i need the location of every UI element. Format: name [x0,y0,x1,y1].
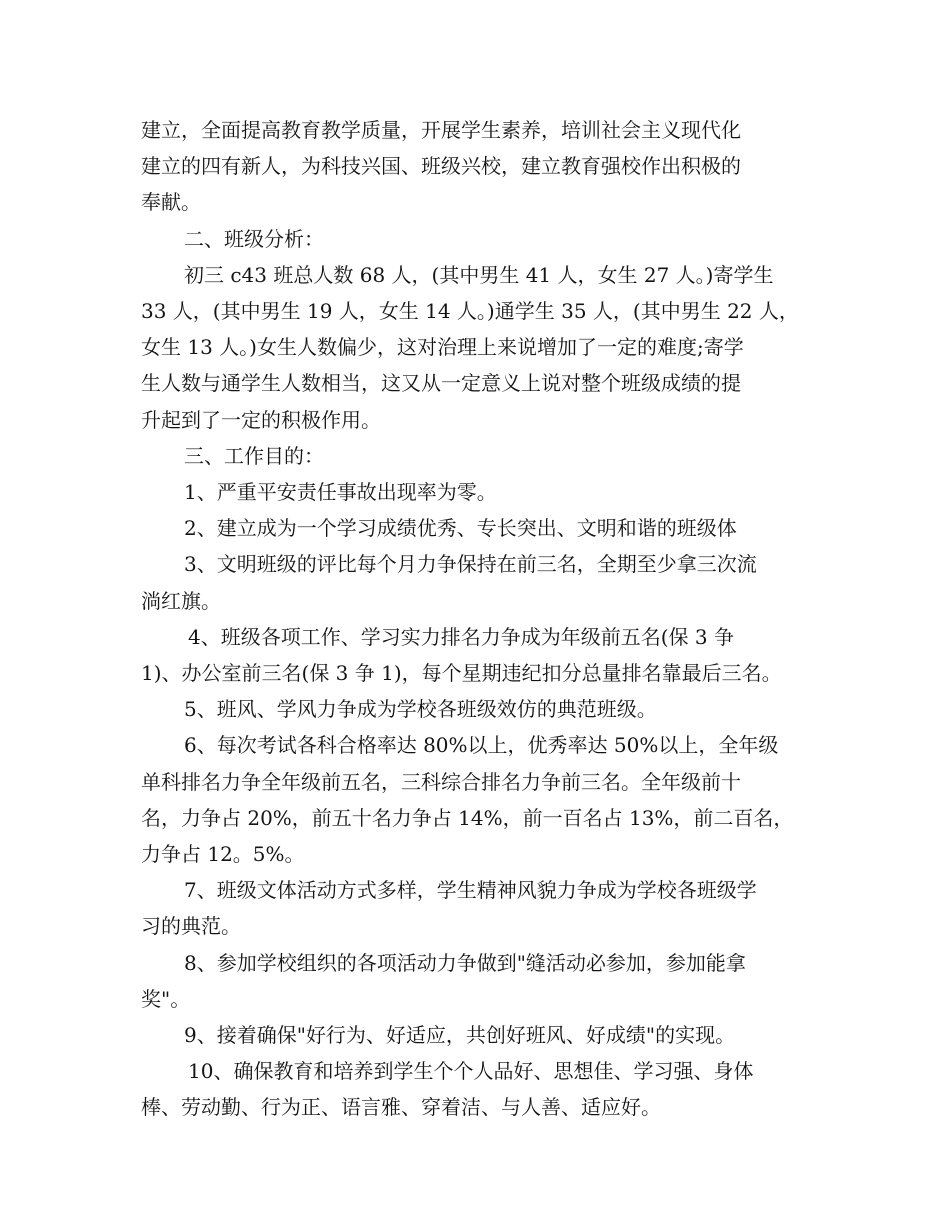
paragraph-p1 [141,112,821,221]
text-line: 8、参加学校组织的各项活动力争做到"缝活动必参加，参加能拿 [184,950,746,975]
text-line: 女生 13 人。)女生人数偏少，这对治理上来说增加了一定的难度;寄学 [141,335,744,360]
text-line: 9、接着确保"好行为、好适应，共创好班风、好成绩"的实现。 [184,1023,736,1048]
text-line: 4、班级各项工作、学习实力排名力争成为年级前五名(保 3 争 [188,624,734,649]
text-line: 力争占 12。5%。 [141,842,305,867]
document-body [141,112,821,1126]
text-line: 习的典范。 [141,914,241,939]
text-line: 10、确保教育和培养到学生个个人品好、思想佳、学习强、身体 [188,1059,754,1084]
text-line: 生人数与通学生人数相当，这又从一定意义上说对整个班级成绩的提 [141,371,741,396]
text-line: 淌红旗。 [141,588,221,613]
text-line: 6、每次考试各科合格率达 80%以上，优秀率达 50%以上，全年级 [184,733,779,758]
list-item [141,945,821,1017]
text-line: 二、班级分析： [184,226,324,251]
text-line: 1、严重平安责任事故出现率为零。 [184,480,497,505]
text-line: 棒、劳动勤、行为正、语言雅、穿着洁、与人善、适应好。 [141,1095,661,1120]
text-line: 1)、办公室前三名(保 3 争 1)，每个星期违纪扣分总量排名靠最后三名。 [141,661,782,686]
list-item [141,1053,821,1125]
list-item [141,619,821,691]
text-line: 建立，全面提高教育教学质量，开展学生素养，培训社会主义现代化 [141,118,741,142]
section-heading-class-analysis [141,221,821,257]
text-line: 7、班级文体活动方式多样，学生精神风貌力争成为学校各班级学 [184,878,757,903]
text-line: 3、文明班级的评比每个月力争保持在前三名，全期至少拿三次流 [184,552,757,577]
text-line: 5、班风、学风力争成为学校各班级效仿的典范班级。 [184,697,657,722]
list-item [141,546,821,618]
text-line: 名，力争占 20%，前五十名力争占 14%，前一百名占 13%，前二百名， [141,805,794,830]
list-item [141,1017,821,1053]
section-heading-work-goals [141,438,821,474]
text-line: 奖"。 [141,986,191,1011]
paragraph-p3 [141,257,821,438]
list-item [141,691,821,727]
text-line: 33 人，(其中男生 19 人，女生 14 人。)通学生 35 人，(其中男生 22 人， [141,299,799,324]
list-item [141,510,821,546]
text-line: 2、建立成为一个学习成绩优秀、专长突出、文明和谐的班级体 [184,516,737,541]
text-line: 建立的四有新人，为科技兴国、班级兴校，建立教育强校作出积极的 [141,154,741,179]
text-line: 三、工作目的： [184,443,324,468]
text-line: 奉献。 [141,190,201,215]
list-item [141,727,821,872]
text-line: 升起到了一定的积极作用。 [141,407,381,432]
text-line: 初三 c43 班总人数 68 人，(其中男生 41 人，女生 27 人。)寄学生 [184,262,774,287]
list-item [141,474,821,510]
text-line: 单科排名力争全年级前五名，三科综合排名力争前三名。全年级前十 [141,769,741,794]
list-item [141,872,821,944]
